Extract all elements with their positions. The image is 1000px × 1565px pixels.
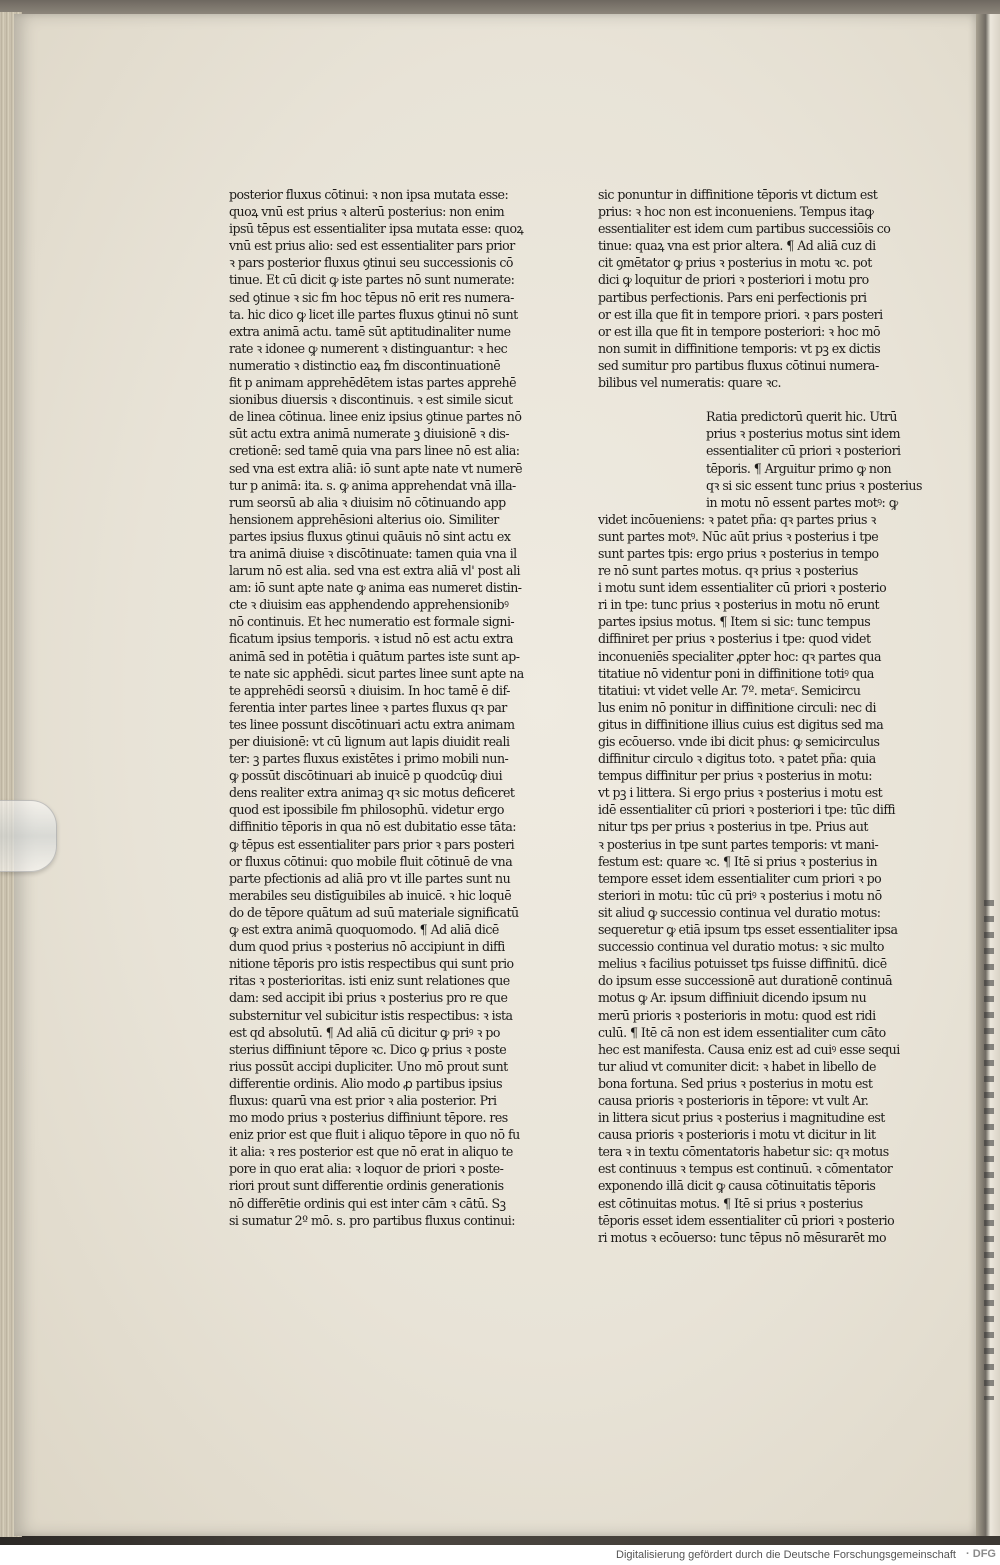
text-line: i motu sunt idem essentialiter cū priori ꝛ posterio [598,580,887,596]
text-line: animā sed in potētia i quātum partes iste sunt ap- [229,648,520,664]
text-line: in motu nō essent partes motꝰ: ꝙ [706,494,898,510]
text-line: videt incōueniens: ꝛ patet pña: qꝛ partes prius ꝛ [598,511,876,527]
text-line: bilibus vel numeratis: quare ꝛc. [598,375,781,391]
text-line: ipsū tēpus est essentialiter ipsa mutata esse: quoꝝ [229,221,524,237]
text-line: successio continua vel duratio motus: ꝛ sic multo [598,939,884,955]
text-line: larum nō est alia. sed vna est extra aliā vl' post ali [229,563,520,579]
facing-page-marks [984,900,994,1400]
text-line: causa prioris ꝛ posterioris in tēpore: vt vult Ar. [598,1092,869,1108]
text-line: do ipsum esse successionē aut durationē continuā [598,973,893,989]
text-line: partes ipsius fluxus ꝯtinui quāuis nō sint actu ex [229,528,511,544]
text-line: hec est manifesta. Causa eniz est ad cuiꝰ esse sequi [598,1041,900,1057]
text-line: tur p animā: ita. s. ꝙ anima apprehendat vnā illa- [229,477,516,493]
text-line: ri in tpe: tunc prius ꝛ posterius in motu nō erunt [598,597,880,613]
text-line: or fluxus cōtinui: quo mobile fluit cōtinuē de vna [229,853,513,869]
text-line: eniz prior est que fluit i aliquo tēpore in quo nō fu [229,1127,520,1143]
text-line: rius possūt accipi dupliciter. Uno mō prout sunt [229,1058,508,1074]
text-line: ta. hic dico ꝙ licet ille partes fluxus ꝯtinui nō sunt [229,306,518,322]
left-text-column [229,186,563,1229]
text-line: sterius diffiniunt tēpore ꝛc. Dico ꝙ prius ꝛ poste [229,1041,507,1057]
text-line: bona fortuna. Sed prius ꝛ posterius in motu est [598,1075,873,1091]
text-line: dum quod prius ꝛ posterius nō accipiunt in diffi [229,939,505,955]
text-line: tempore esset idem essentialiter cum priori ꝛ po [598,870,882,886]
text-line: diffiniret per prius ꝛ posterius i tpe: quod videt [598,631,871,647]
text-line: quoꝝ vnū est prius ꝛ alterū posterius: non enim [229,204,505,220]
text-line: dici ꝙ loquitur de priori ꝛ posteriori i motu pro [598,272,869,288]
text-line: ter: ꝫ partes fluxus existētes i primo mobili nun- [229,751,509,767]
text-line: ꝛ pars posterior fluxus ꝯtinui seu successionis cō [229,255,513,271]
text-line: extra animā actu. tamē sūt aptitudinaliter nume [229,323,511,339]
right-column-initial-block [598,408,932,511]
text-line: tēporis. ¶ Arguitur primo ꝙ non [706,460,892,476]
right-column-top [598,186,932,391]
text-line: tra animā diuise ꝛ discōtinuate: tamen quia vna il [229,545,517,561]
text-line: ꝙ possūt discōtinuari ab inuicē p quodcūꝙ diui [229,768,503,784]
text-line: sunt partes motꝰ. Nūc aūt prius ꝛ posterius i tpe [598,528,879,544]
text-line: ꝛ posterius in tpe sunt partes temporis: vt mani- [598,836,879,852]
text-line: fit p animam apprehēdētem istas partes apprehē [229,375,516,391]
text-line: in littera sicut prius ꝛ posterius i magnitudine est [598,1110,885,1126]
page-clip [0,800,57,872]
text-line: sed ꝯtinue ꝛ sic fm hoc tēpus nō erit res numera- [229,289,514,305]
text-line: numeratio ꝛ distinctio eaꝝ fm discontinuationē [229,357,501,373]
dfg-logo: · DFG [966,1548,996,1560]
text-line: riori prout sunt differentie ordinis generationis [229,1178,504,1194]
text-line: gitus in diffinitione illius cuius est digitus sed ma [598,716,884,732]
text-line: do de tēpore quātum ad suū materiale significatū [229,904,519,920]
text-line: vt pꝫ i littera. Si ergo prius ꝛ posterius i motu est [598,785,883,801]
text-line: rate ꝛ idonee ꝙ numerent ꝛ distinguantur: ꝛ hec [229,340,508,356]
text-line: prius ꝛ posterius motus sint idem [706,426,901,442]
text-line: ritas ꝛ posterioritas. isti eniz sunt relationes que [229,973,510,989]
text-line: te nate sic apphēdi. sicut partes linee sunt apte na [229,665,524,681]
text-line: differentie ordinis. Alio modo ꝓ partibus ipsius [229,1075,503,1091]
text-line: diffinitur circulo ꝛ digitus toto. ꝛ patet pña: quia [598,751,876,767]
text-line: nitione tēporis pro istis respectibus qui sunt prio [229,956,514,972]
text-line: sionibus diuersis ꝛ discontinuis. ꝛ est simile sicut [229,392,513,408]
text-line: cretionē: sed tamē quia vna pars linee nō est alia: [229,443,520,459]
text-line: merū prioris ꝛ posterioris in motu: quod est ridi [598,1007,876,1023]
text-line: causa prioris ꝛ posterioris i motu vt dicitur in lit [598,1127,876,1143]
text-line: festum est: quare ꝛc. ¶ Itē si prius ꝛ posterius in [598,853,878,869]
text-line: de linea cōtinua. linee eniz ipsius ꝯtinue partes nō [229,409,522,425]
text-line: est cōtinuitas motus. ¶ Itē si prius ꝛ posterius [598,1195,863,1211]
text-line: nitur tps per prius ꝛ posterius in tpe. Prius aut [598,819,868,835]
text-line: tes linee possunt discōtinuari actu extra animam [229,716,515,732]
text-line: mo modo prius ꝛ posterius diffiniunt tēpore. res [229,1110,508,1126]
text-line: gis ecōuerso. vnde ibi dicit phus: ꝙ semicirculus [598,734,880,749]
text-line: qꝛ si sic essent tunc prius ꝛ posterius [706,477,922,493]
text-line: est continuus ꝛ tempus est continuū. ꝛ cōmentator [598,1161,893,1177]
text-line: essentialiter est idem cum partibus successiōis co [598,221,891,237]
text-line: te apprehēdi seorsū ꝛ diuisim. In hoc tamē ē dif- [229,682,510,698]
text-line: exponendo illā dicit ꝙ causa cōtinuitatis tēporis [598,1178,876,1194]
text-line: tur aliud vt comuniter dicit: ꝛ habet in libello de [598,1058,876,1074]
book-top-edge [0,0,1000,14]
text-line: diffinitio tēporis in qua nō est dubitatio esse tāta: [229,819,516,835]
text-line: si sumatur 2º mō. s. pro partibus fluxus continui: [229,1212,515,1228]
text-line: tinue. Et cū dicit ꝙ iste partes nō sunt numerate: [229,272,515,288]
text-line: ferentia inter partes linee ꝛ partes fluxus qꝛ par [229,699,507,715]
text-line: pore in quo erat alia: ꝛ loquor de priori ꝛ poste- [229,1161,504,1177]
text-line: sūt actu extra animā numerate ꝫ diuisionē ꝛ dis- [229,426,509,442]
text-line: melius ꝛ facilius potuisset tps fuisse diffinitū. dicē [598,956,887,972]
text-line: am: iō sunt apte nate ꝙ anima eas numeret distin- [229,580,522,596]
text-line: dens realiter extra animaꝫ qꝛ sic motus deficeret [229,785,515,801]
text-line: quod est ipossibile fm philosophū. videtur ergo [229,802,504,818]
text-line: est qd absolutū. ¶ Ad aliā cū dicitur ꝙ priꝰ ꝛ po [229,1024,500,1040]
text-line: rum seorsū ab alia ꝛ diuisim nō cōtinuando app [229,494,506,510]
text-line: partibus perfectionis. Pars eni perfectionis pri [598,289,867,305]
right-column-bottom [598,511,932,1246]
text-line: dam: sed accipit ibi prius ꝛ posterius pro re que [229,990,508,1006]
text-line: idē essentialiter cū priori ꝛ posteriori i tpe: tūc diffi [598,802,896,818]
text-line: fluxus: quarū vna est prior ꝛ alia posterior. Pri [229,1092,497,1108]
text-line: per diuisionē: vt cū lignum aut lapis diuidit reali [229,734,510,749]
text-line: substernitur vel subicitur istis respectibus: ꝛ ista [229,1007,513,1023]
text-line: non sumit in diffinitione temporis: vt pꝫ ex dictis [598,340,881,356]
text-line: or est illa que fit in tempore posteriori: ꝛ hoc mō [598,323,881,339]
text-line: merabiles seu distīguibiles ab inuicē. ꝛ hic loquē [229,887,512,903]
text-line: sequeretur ꝙ etiā ipsum tps esset essentialiter ipsa [598,922,898,938]
text-line: ꝙ est extra animā quoquomodo. ¶ Ad aliā dicē [229,922,499,938]
text-line: sed sumitur pro partibus fluxus cōtinui numera- [598,357,879,373]
text-line: motus ꝙ Ar. ipsum diffiniuit dicendo ipsum nu [598,990,867,1006]
text-line: tempus diffinitur per prius ꝛ posterius in motu: [598,768,872,784]
text-line: vnū est prius alio: sed est essentialiter pars prior [229,238,515,254]
text-line: sic ponuntur in diffinitione tēporis vt dictum est [598,187,878,202]
text-line: tinue: quaꝝ vna est prior altera. ¶ Ad aliā cuz di [598,238,876,254]
text-line: steriori in motu: tūc cū priꝰ ꝛ posterius i motu nō [598,887,882,903]
text-line: titatiue nō videntur poni in diffinitione totiꝰ qua [598,665,874,681]
text-line: ri motus ꝛ ecōuerso: tunc tēpus nō mēsurarēt mo [598,1229,887,1245]
right-text-column [598,186,932,1246]
text-line: tēporis esset idem essentialiter cū priori ꝛ posterio [598,1212,895,1228]
text-line: nō differētie ordinis qui est inter cām ꝛ cātū. Sꝫ [229,1195,506,1211]
text-line: re nō sunt partes motus. qꝛ prius ꝛ posterius [598,563,858,579]
text-line: partes ipsius motus. ¶ Item si sic: tunc tempus [598,614,871,630]
text-line: posterior fluxus cōtinui: ꝛ non ipsa mutata esse: [229,187,509,202]
text-line: or est illa que fit in tempore priori. ꝛ pars posteri [598,306,883,322]
footer-credit: Digitalisierung gefördert durch die Deutsche Forschungsgemeinschaft [616,1549,956,1561]
text-line: sit aliud ꝙ successio continua vel duratio motus: [598,904,881,920]
text-line: tera ꝛ in textu cōmentatoris habetur sic: qꝛ motus [598,1144,889,1160]
text-line: titatiui: vt videt velle Ar. 7º. metaᶜ. Semicircu [598,682,861,698]
text-line: ꝙ tēpus est essentialiter pars prior ꝛ pars posteri [229,836,515,852]
text-line: culū. ¶ Itē cā non est idem essentialiter cum cāto [598,1024,886,1040]
text-line: prius: ꝛ hoc non est inconueniens. Tempus itaꝙ [598,204,874,220]
text-line: essentialiter cū priori ꝛ posteriori [706,443,901,459]
text-line: inconueniēs specialiter ꝓpter hoc: qꝛ partes qua [598,648,881,664]
section-gap [598,391,932,408]
text-line: it alia: ꝛ res posterior est que nō erat in aliquo te [229,1144,513,1160]
text-line: Ratia predictorū querit hic. Utrū [706,409,897,425]
text-line: lus enim nō ponitur in diffinitione circuli: nec di [598,699,877,715]
text-line: cit ꝯmētator ꝙ prius ꝛ posterius in motu ꝛc. pot [598,255,872,271]
text-line: sunt partes tpis: ergo prius ꝛ posterius in tempo [598,545,879,561]
text-line: parte pfectionis ad aliā pro vt ille partes sunt nu [229,870,511,886]
text-line: sed vna est extra aliā: iō sunt apte nate vt numerē [229,460,522,476]
text-line: hensionem apprehēsioni alterius oio. Similiter [229,511,499,527]
text-line: nō continuis. Et hec numeratio est formale signi- [229,614,515,630]
text-line: ficatum ipsius temporis. ꝛ istud nō est actu extra [229,631,513,647]
text-line: cte ꝛ diuisim eas apphendendo apprehensionibꝰ [229,597,509,613]
